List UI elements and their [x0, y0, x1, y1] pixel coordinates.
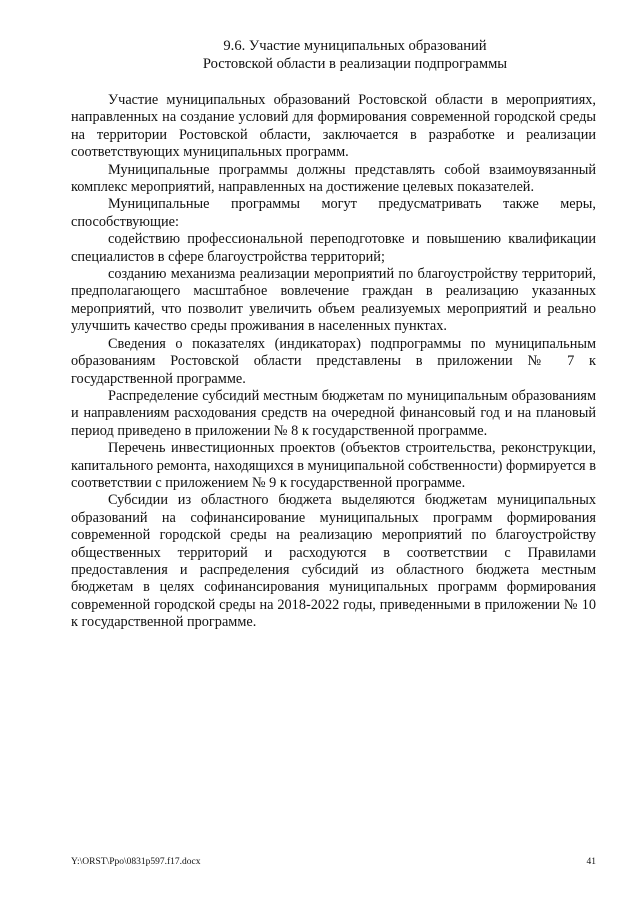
paragraph: Сведения о показателях (индикаторах) подпрограммы по муниципальным образованиям Ростовской области представлены в приложении № 7 к государственной программе. — [71, 335, 596, 387]
page-number: 41 — [586, 857, 596, 867]
paragraph: Муниципальные программы должны представлять собой взаимоувязанный комплекс мероприятий, направленных на достижение целевых показателей. — [71, 161, 596, 196]
section-heading-line-2: Ростовской области в реализации подпрограммы — [202, 56, 508, 72]
paragraph: содействию профессиональной переподготовке и повышению квалификации специалистов в сфере благоустройства территорий; — [71, 231, 596, 265]
paragraph: Участие муниципальных образований Ростовской области в мероприятиях, направленных на создание условий для формирования современной городской среды на территории Ростовской области, заключается в разработке и реализации соответствующих муниципальных программ. — [71, 92, 596, 161]
section-heading-line-1: 9.6. Участие муниципальных образований — [223, 38, 487, 54]
section-heading — [120, 37, 590, 73]
body-text — [71, 92, 596, 632]
paragraph: Муниципальные программы могут предусматривать также меры, способствующие: — [71, 196, 596, 230]
paragraph: созданию механизма реализации мероприятий по благоустройству территорий, предполагающего масштабное вовлечение граждан в реализацию указанных мероприятий, что позволит увеличить объем реализуемых мероприятий и реально улучшить качество среды проживания в населенных пунктах. — [71, 266, 596, 335]
paragraph: Субсидии из областного бюджета выделяются бюджетам муниципальных образований на софинансирование муниципальных программ формирования современной городской среды на реализацию мероприятий по благоустройству общественных территорий и расходуются в соответствии с Правилами предоставления и распределения субсидий из областного бюджета местным бюджетам в целях софинансирования муниципальных программ формирования современной городской среды на 2018-2022 годы, приведенными в приложении № 10 к государственной программе. — [71, 492, 596, 631]
paragraph: Распределение субсидий местным бюджетам по муниципальным образованиям и направлениям расходования средств на очередной финансовый год и на плановый период приведено в приложении № 8 к государственной программе. — [71, 387, 596, 439]
paragraph: Перечень инвестиционных проектов (объектов строительства, реконструкции, капитального ремонта, находящихся в муниципальной собственности) формируется в соответствии с приложением № 9 к государственной программе. — [71, 440, 596, 491]
footer-file-path: Y:\ORST\Ppo\0831p597.f17.docx — [71, 857, 201, 867]
